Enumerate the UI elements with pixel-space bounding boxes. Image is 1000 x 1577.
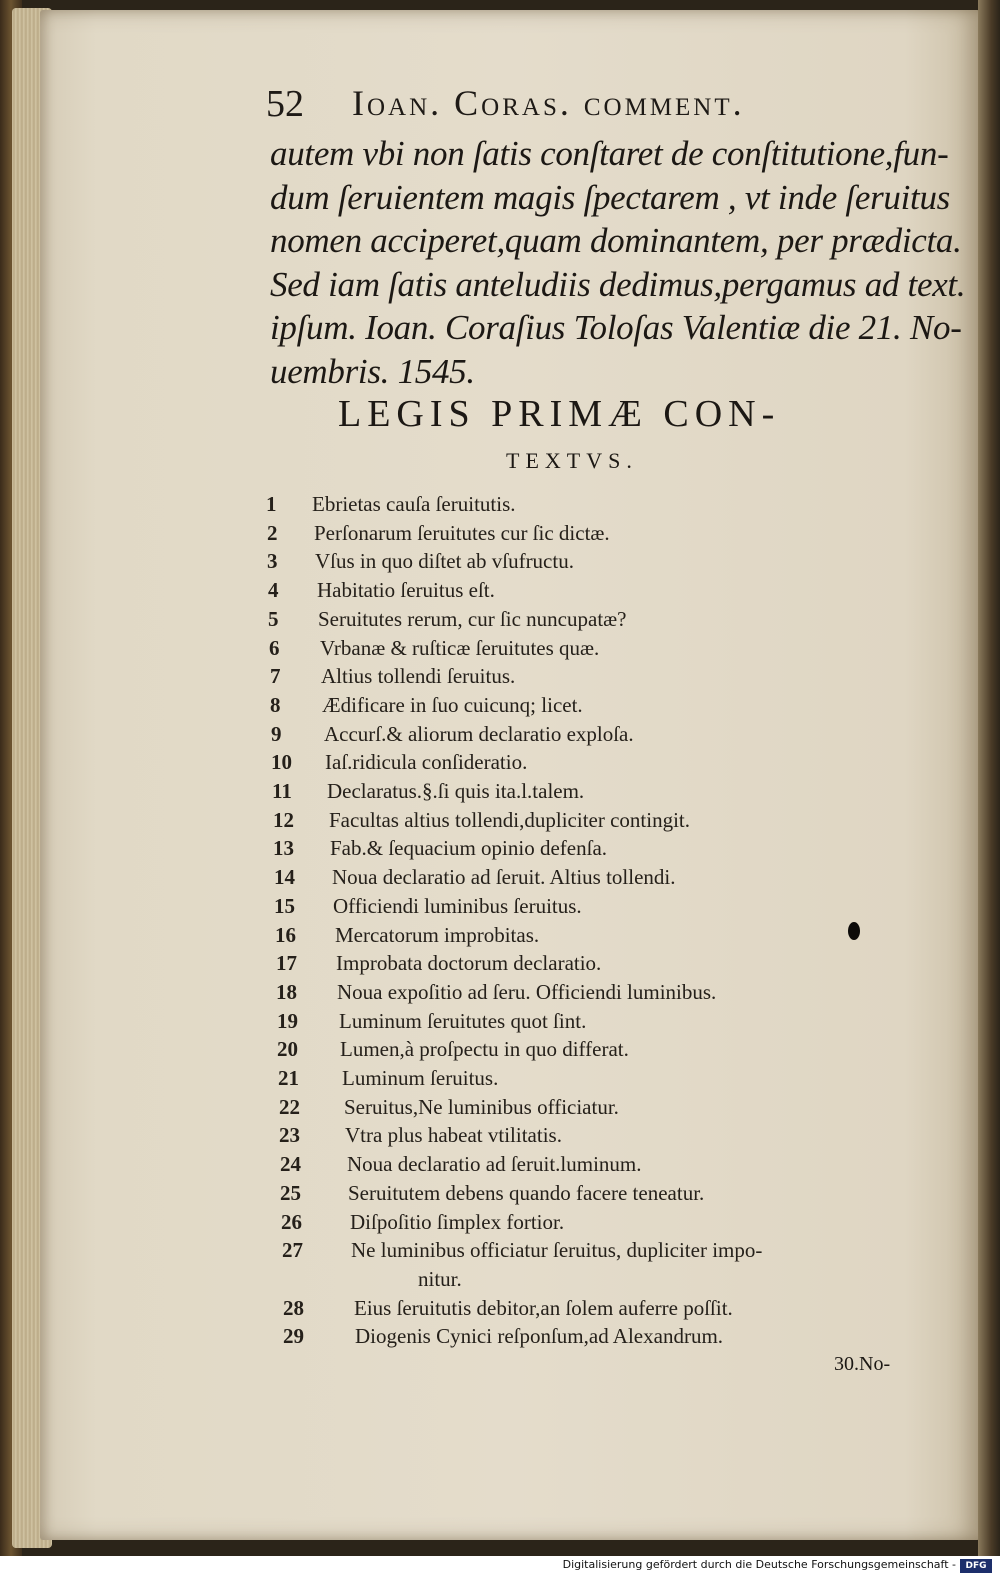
summary-number: 7 (270, 664, 281, 689)
summary-text: Noua declaratio ad ſeruit.luminum. (347, 1152, 642, 1177)
summary-text: Seruitus,Ne luminibus officiatur. (344, 1094, 619, 1119)
summary-text: Facultas altius tollendi,dupliciter contingit. (329, 807, 691, 832)
body-line: uembris. 1545. (270, 351, 475, 391)
section-title: LEGIS PRIMÆ CON- (338, 393, 781, 435)
summary-text: Fab.& ſequacium opinio defenſa. (330, 836, 608, 861)
digitization-footer (0, 1556, 1000, 1577)
page-header (266, 82, 886, 132)
summary-text: Ne luminibus officiatur ſeruitus, dupliciter impo- (351, 1238, 763, 1263)
summary-text: Seruitutes rerum, cur ſic nuncupatæ? (318, 606, 627, 631)
summary-number: 1 (266, 492, 277, 516)
summary-number: 27 (282, 1238, 303, 1263)
body-line: nomen acciperet,quam dominantem, per prædicta. (270, 221, 962, 260)
summary-number: 4 (268, 578, 279, 603)
summary-number: 2 (267, 520, 278, 545)
body-line: autem vbi non ſatis conſtaret de conſtitutione,fun- (270, 134, 949, 173)
summary-text: Vſus in quo diſtet ab vſufructu. (315, 549, 574, 574)
summary-number: 18 (276, 979, 297, 1004)
summary-number: 5 (268, 606, 279, 631)
summary-number: 28 (283, 1295, 304, 1320)
summary-number: 6 (269, 635, 280, 660)
summary-text: Luminum ſeruitus. (342, 1066, 499, 1090)
funding-credit: Digitalisierung gefördert durch die Deutsche Forschungsgemeinschaft - (562, 1558, 956, 1571)
summary-number: 8 (270, 692, 281, 717)
summary-text: Ebrietas cauſa ſeruitutis. (312, 492, 516, 516)
summary-text: Officiendi luminibus ſeruitus. (333, 893, 582, 918)
summary-text: Noua declaratio ad ſeruit. Altius tollendi. (332, 865, 676, 890)
summary-text: Mercatorum improbitas. (335, 922, 540, 947)
summary-text: Seruitutem debens quando facere teneatur. (348, 1180, 705, 1205)
dfg-logo: DFG (960, 1559, 992, 1573)
italic-paragraph (270, 132, 966, 393)
summary-number: 17 (276, 951, 297, 976)
summary-number: 14 (274, 865, 295, 890)
page-number: 52 (266, 83, 304, 125)
summary-text: Luminum ſeruitutes quot ſint. (339, 1008, 587, 1033)
summary-number: 22 (279, 1094, 300, 1119)
summary-number: 12 (273, 807, 294, 832)
summary-text: Accurſ.& aliorum declaratio exploſa. (324, 721, 634, 746)
summary-number: 11 (272, 779, 292, 803)
summary-text: Habitatio ſeruitus eſt. (317, 578, 495, 603)
body-line: ipſum. Ioan. Coraſius Toloſas Valentiæ die 21. No- (270, 308, 962, 347)
summary-number: 15 (274, 893, 295, 918)
summary-text: Vtra plus habeat vtilitatis. (345, 1123, 562, 1148)
summary-number: 26 (281, 1209, 302, 1234)
body-line: Sed iam ſatis anteludiis dedimus,pergamus ad text. (270, 264, 966, 304)
summary-text: Diſpoſitio ſimplex fortior. (350, 1209, 565, 1234)
summary-number: 29 (283, 1324, 304, 1349)
summary-text: Vrbanæ & ruſticæ ſeruitutes quæ. (320, 635, 600, 660)
summary-number: 24 (280, 1152, 301, 1177)
summary-text: Lumen,à proſpectu in quo differat. (340, 1037, 629, 1062)
summary-number: 23 (279, 1123, 300, 1148)
body-line: dum ſeruientem magis ſpectarem , vt inde ſeruitus (270, 177, 950, 217)
summary-number: 9 (271, 721, 282, 746)
summary-text: Noua expoſitio ad ſeru. Officiendi luminibus. (337, 979, 717, 1004)
summary-text: Diogenis Cynici reſponſum,ad Alexandrum. (355, 1324, 724, 1349)
summary-text: nitur. (418, 1266, 462, 1291)
gutter-shadow (978, 0, 1000, 1556)
ink-blot (848, 922, 860, 940)
summary-text: Eius ſeruitutis debitor,an ſolem auferre poſſit. (354, 1295, 733, 1320)
summary-number: 21 (278, 1066, 299, 1090)
summary-text: Iaſ.ridicula conſideratio. (325, 750, 528, 775)
summary-text: Improbata doctorum declaratio. (336, 951, 602, 976)
summary-number: 25 (280, 1180, 301, 1205)
summary-number: 10 (271, 750, 292, 775)
summary-number: 16 (275, 922, 296, 947)
summary-number: 13 (273, 836, 294, 861)
section-title-continuation: TEXTVS. (506, 448, 638, 473)
summary-text: Declaratus.§.ſi quis ita.l.talem. (327, 779, 585, 803)
catchword: 30.No- (834, 1353, 891, 1375)
summary-text: Altius tollendi ſeruitus. (321, 664, 516, 689)
summary-text: Ædificare in ſuo cuicunq; licet. (322, 692, 583, 717)
summary-number: 20 (277, 1037, 298, 1062)
summary-number: 19 (277, 1008, 298, 1033)
summary-number: 3 (267, 549, 278, 574)
summary-text: Perſonarum ſeruitutes cur ſic dictæ. (314, 520, 610, 545)
running-head: Ioan. Coras. comment. (352, 83, 745, 123)
